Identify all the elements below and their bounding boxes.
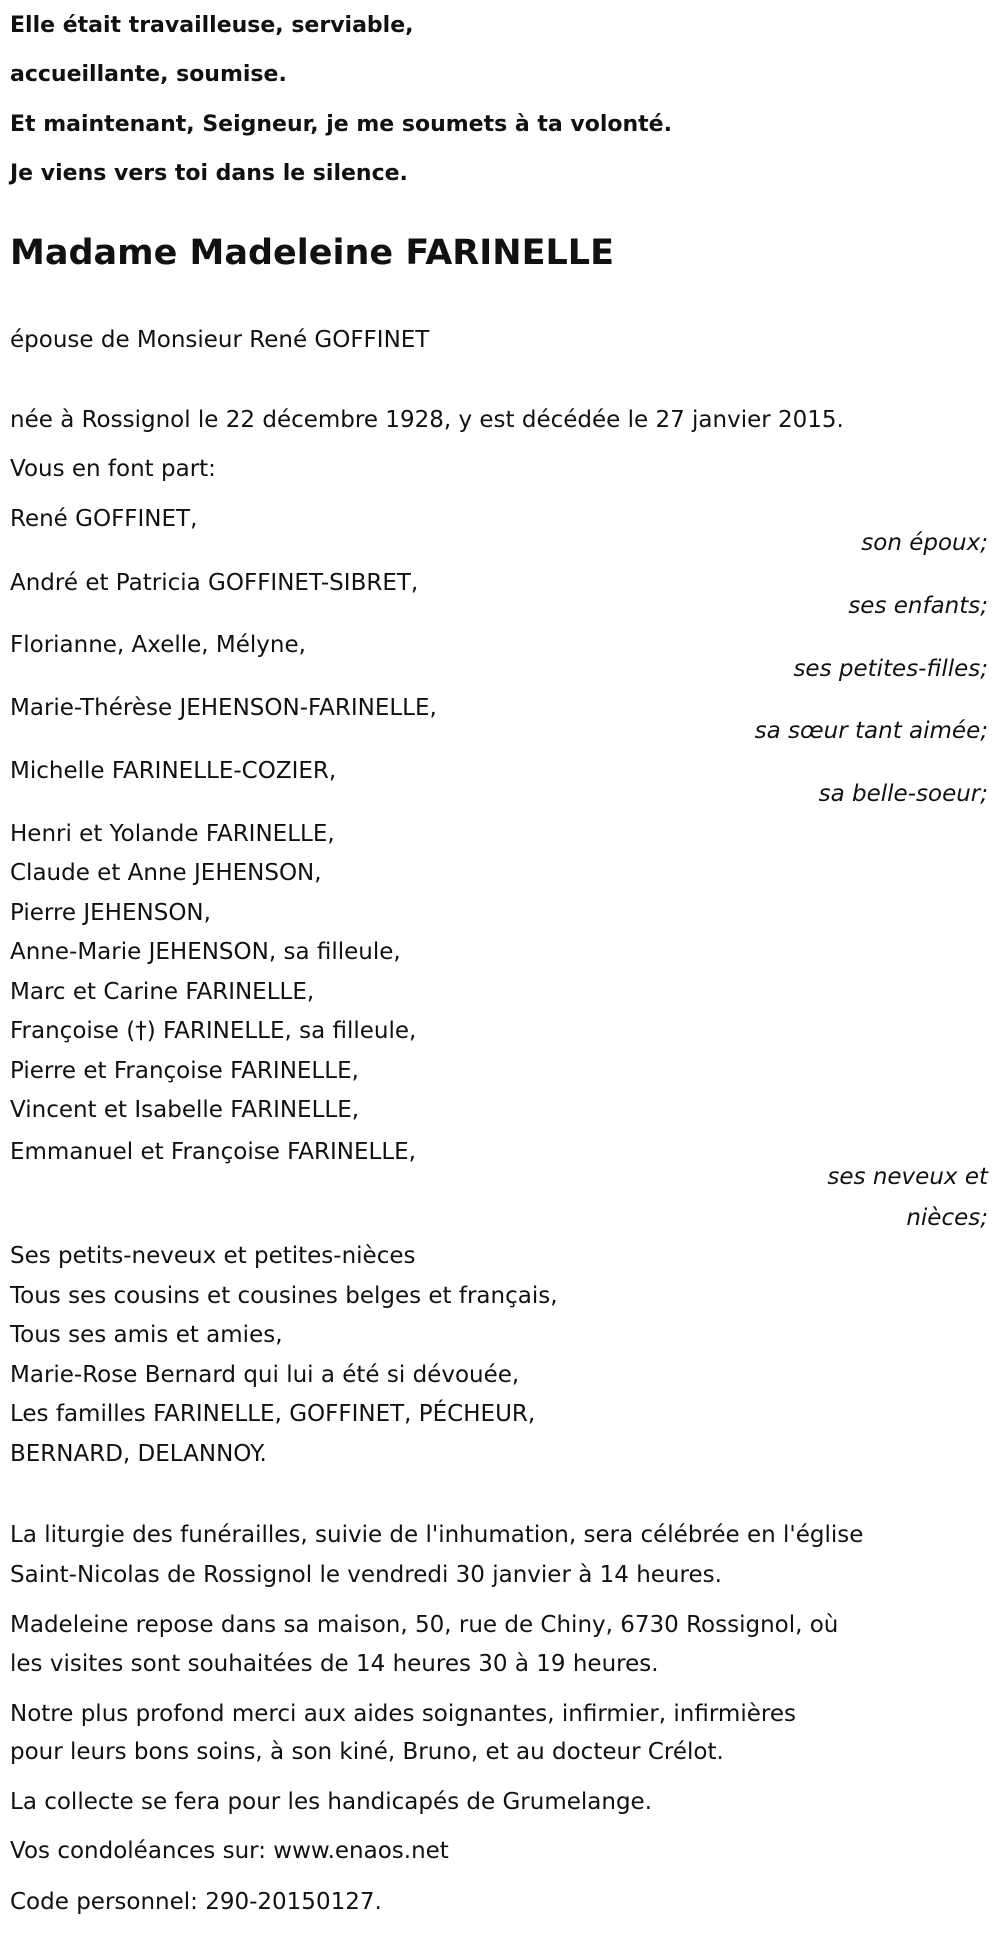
family-relation: sa sœur tant aimée; bbox=[754, 718, 988, 744]
family-relation: sa belle-soeur; bbox=[818, 781, 988, 807]
closing-line: La collecte se fera pour les handicapés de Grumelange. bbox=[10, 1789, 653, 1815]
others-line: Tous ses amis et amies, bbox=[10, 1322, 283, 1348]
nephews-relation: nièces; bbox=[906, 1205, 988, 1231]
family-relation: ses petites-filles; bbox=[793, 656, 988, 682]
nephew-line: Marc et Carine FARINELLE, bbox=[10, 979, 315, 1005]
others-line: BERNARD, DELANNOY. bbox=[10, 1441, 267, 1467]
nephews-relation: ses neveux et bbox=[827, 1164, 988, 1190]
birth-death-line: née à Rossignol le 22 décembre 1928, y est décédée le 27 janvier 2015. bbox=[10, 407, 844, 433]
poem-line: accueillante, soumise. bbox=[10, 62, 287, 87]
family-relation: son époux; bbox=[861, 530, 988, 556]
others-line: Les familles FARINELLE, GOFFINET, PÉCHEUR, bbox=[10, 1401, 536, 1427]
nephew-line: Anne-Marie JEHENSON, sa filleule, bbox=[10, 939, 401, 965]
family-names: René GOFFINET, bbox=[10, 506, 198, 532]
others-line: Tous ses cousins et cousines belges et français, bbox=[10, 1283, 558, 1309]
family-names: André et Patricia GOFFINET-SIBRET, bbox=[10, 570, 419, 596]
closing-line: Madeleine repose dans sa maison, 50, rue de Chiny, 6730 Rossignol, où bbox=[10, 1612, 839, 1638]
personal-code-line: Code personnel: 290-20150127. bbox=[10, 1889, 382, 1915]
nephew-line: Henri et Yolande FARINELLE, bbox=[10, 821, 335, 847]
nephew-line: Claude et Anne JEHENSON, bbox=[10, 860, 322, 886]
closing-line: les visites sont souhaitées de 14 heures 30 à 19 heures. bbox=[10, 1651, 659, 1677]
nephew-line: Vincent et Isabelle FARINELLE, bbox=[10, 1097, 360, 1123]
closing-line: Notre plus profond merci aux aides soignantes, infirmier, infirmières bbox=[10, 1701, 796, 1727]
poem-line: Elle était travailleuse, serviable, bbox=[10, 13, 414, 38]
nephew-line: Emmanuel et Françoise FARINELLE, bbox=[10, 1139, 416, 1165]
others-line: Marie-Rose Bernard qui lui a été si dévouée, bbox=[10, 1362, 520, 1388]
closing-line: Saint-Nicolas de Rossignol le vendredi 30 janvier à 14 heures. bbox=[10, 1562, 722, 1588]
closing-line: pour leurs bons soins, à son kiné, Bruno, et au docteur Crélot. bbox=[10, 1739, 724, 1765]
family-relation: ses enfants; bbox=[848, 593, 988, 619]
poem-line: Je viens vers toi dans le silence. bbox=[10, 161, 408, 186]
family-names: Michelle FARINELLE-COZIER, bbox=[10, 758, 337, 784]
poem-line: Et maintenant, Seigneur, je me soumets à ta volonté. bbox=[10, 112, 672, 137]
deceased-name: Madame Madeleine FARINELLE bbox=[10, 233, 614, 273]
nephew-line: Pierre et Françoise FARINELLE, bbox=[10, 1058, 359, 1084]
closing-line: La liturgie des funérailles, suivie de l'inhumation, sera célébrée en l'église bbox=[10, 1522, 864, 1548]
spouse-line: épouse de Monsieur René GOFFINET bbox=[10, 327, 430, 353]
family-names: Florianne, Axelle, Mélyne, bbox=[10, 632, 306, 658]
others-line: Ses petits-neveux et petites-nièces bbox=[10, 1243, 416, 1269]
condolences-line: Vos condoléances sur: www.enaos.net bbox=[10, 1838, 449, 1864]
family-names: Marie-Thérèse JEHENSON-FARINELLE, bbox=[10, 695, 437, 721]
nephew-line: Françoise (†) FARINELLE, sa filleule, bbox=[10, 1018, 417, 1044]
nephew-line: Pierre JEHENSON, bbox=[10, 900, 211, 926]
announce-line: Vous en font part: bbox=[10, 456, 216, 482]
